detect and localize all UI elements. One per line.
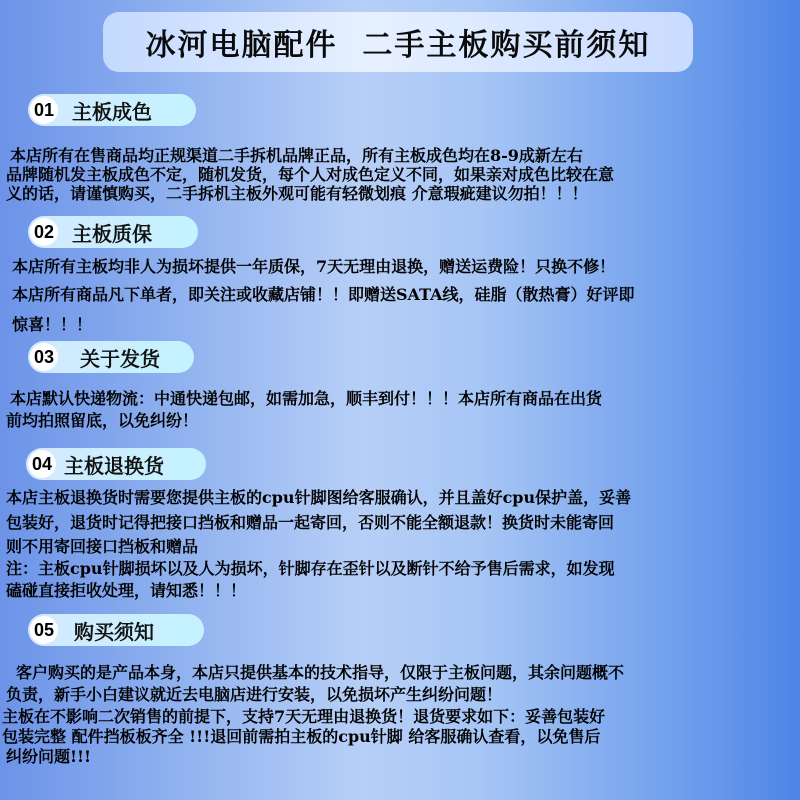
section-04-line-1: 本店主板退换货时需要您提供主板的cpu针脚图给客服确认，并且盖好cpu保护盖，妥善 — [6, 488, 632, 507]
section-01-line-3: 义的话，请谨慎购买，二手拆机主板外观可能有轻微划痕 介意瑕疵建议勿拍！！！ — [6, 184, 588, 203]
section-03-line-1: 本店默认快递物流：中通快递包邮，如需加急，顺丰到付！！！本店所有商品在出货 — [10, 389, 603, 408]
section-title: 主板质保 — [72, 221, 152, 246]
section-05-line-3: 主板在不影响二次销售的前提下，支持7天无理由退换货！退货要求如下：妥善包装好 — [2, 707, 606, 726]
section-04-line-3: 则不用寄回接口挡板和赠品 — [6, 537, 199, 556]
section-02-line-1: 本店所有主板均非人为损坏提供一年质保，7天无理由退换，赠送运费险！只换不修！ — [12, 257, 616, 276]
section-number-badge: 02 — [30, 218, 58, 246]
section-heading-01 — [28, 94, 196, 126]
section-05-line-2: 负责，新手小白建议就近去电脑店进行安装，以免损坏产生纠纷问题！ — [6, 685, 503, 704]
section-title: 关于发货 — [80, 346, 160, 371]
section-title: 主板成色 — [72, 99, 152, 124]
section-heading-03 — [28, 341, 194, 373]
section-number-badge: 03 — [30, 343, 58, 371]
section-01-line-2: 品牌随机发主板成色不定，随机发货，每个人对成色定义不同，如果亲对成色比较在意 — [6, 165, 615, 184]
section-heading-05 — [28, 614, 204, 646]
section-03-line-2: 前均拍照留底，以免纠纷！ — [6, 411, 199, 430]
section-04-line-2: 包装好，退货时记得把接口挡板和赠品一起寄回，否则不能全额退款！换货时未能寄回 — [6, 513, 615, 532]
section-02-line-3: 惊喜！！！ — [12, 315, 93, 334]
section-number-badge: 01 — [30, 96, 58, 124]
section-heading-02 — [28, 216, 198, 248]
section-number-badge: 05 — [30, 616, 58, 644]
section-05-line-1: 客户购买的是产品本身，本店只提供基本的技术指导，仅限于主板问题，其余问题概不 — [16, 663, 625, 682]
page-title: 冰河电脑配件 二手主板购买前须知 — [103, 12, 693, 72]
section-05-line-4: 包装完整 配件挡板板齐全 !!!退回前需拍主板的cpu针脚 给客服确认查看，以免售后 — [2, 727, 601, 746]
section-04-line-4: 注：主板cpu针脚损坏以及人为损坏，针脚存在歪针以及断针不给予售后需求，如发现 — [6, 559, 615, 578]
section-heading-04 — [26, 448, 206, 480]
section-04-line-5: 磕碰直接拒收处理，请知悉！！！ — [6, 581, 247, 600]
section-01-line-1: 本店所有在售商品均正规渠道二手拆机品牌正品，所有主板成色均在8-9成新左右 — [10, 146, 583, 165]
section-02-line-2: 本店所有商品凡下单者，即关注或收藏店铺！！即赠送SATA线，硅脂（散热膏）好评即 — [12, 285, 635, 304]
section-title: 购买须知 — [74, 619, 154, 644]
section-05-line-5: 纠纷问题!!! — [6, 747, 92, 766]
section-number-badge: 04 — [28, 450, 56, 478]
section-title: 主板退换货 — [64, 453, 164, 478]
